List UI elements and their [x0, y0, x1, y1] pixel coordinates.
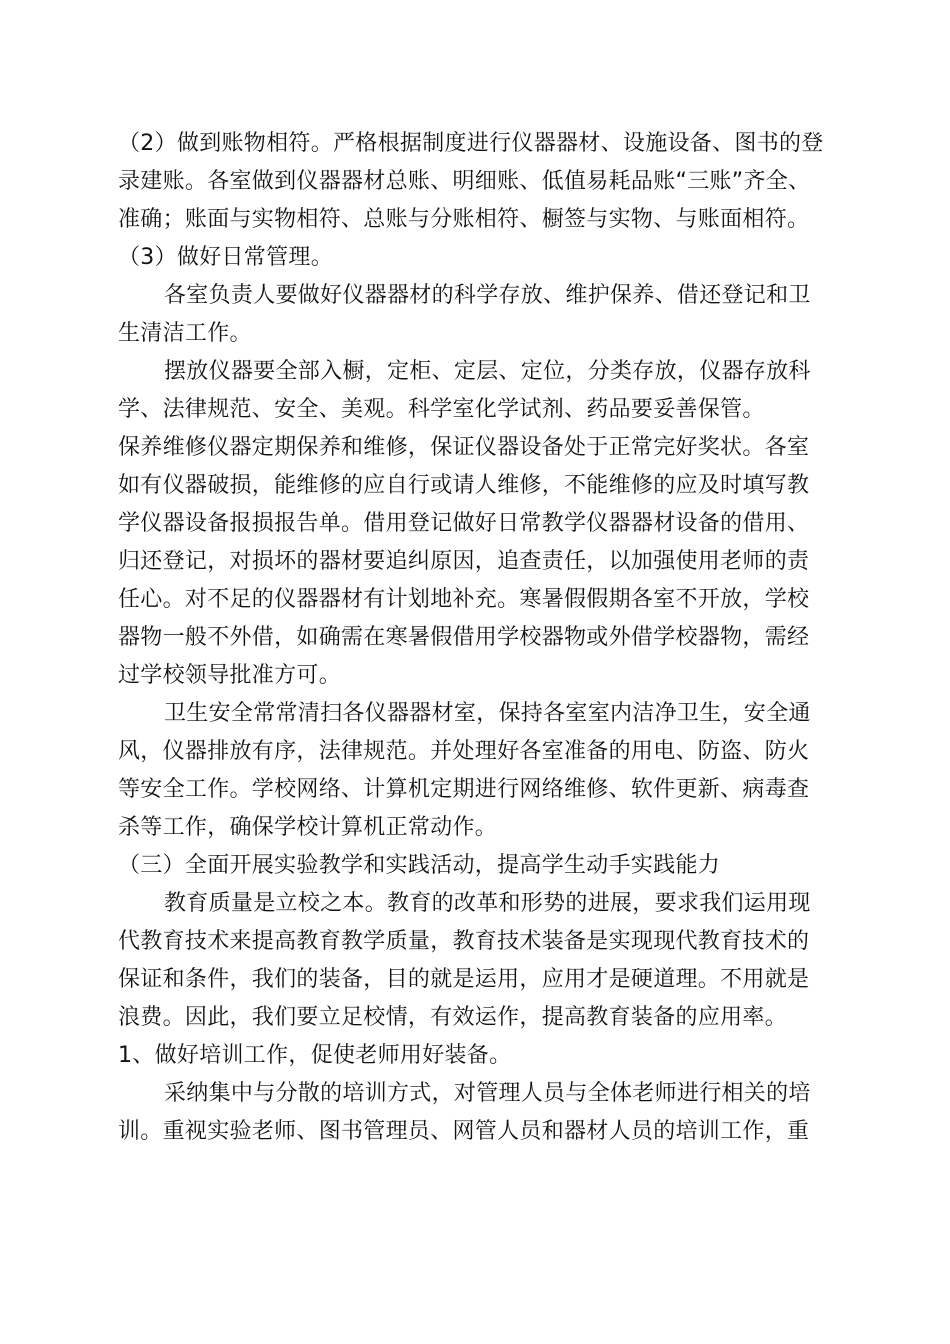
text-line: 训。重视实验老师、图书管理员、网管人员和器材人员的培训工作，重	[118, 1119, 810, 1144]
text-line: 各室负责人要做好仪器器材的科学存放、维护保养、借还登记和卫	[164, 283, 811, 308]
text-line: 学仪器设备报损报告单。借用登记做好日常教学仪器器材设备的借用、	[118, 511, 810, 536]
text-line: （三）全面开展实验教学和实践活动，提高学生动手实践能力	[118, 853, 721, 878]
text-line: 任心。对不足的仪器器材有计划地补充。寒暑假假期各室不开放，学校	[118, 587, 810, 612]
text-line: 录建账。各室做到仪器器材总账、明细账、低值易耗品账“三账”齐全、	[118, 169, 811, 194]
text-line: 代教育技术来提高教育教学质量，教育技术装备是实现现代教育技术的	[118, 929, 810, 954]
text-line: 教育质量是立校之本。教育的改革和形势的进展，要求我们运用现	[164, 891, 811, 916]
text-line: 保证和条件，我们的装备，目的就是运用，应用才是硬道理。不用就是	[118, 967, 810, 992]
text-line: 过学校领导批准方可。	[118, 663, 342, 688]
text-line: 学、法律规范、安全、美观。科学室化学试剂、药品要妥善保管。	[118, 397, 765, 422]
text-line: 生清洁工作。	[118, 321, 252, 346]
text-line: 如有仪器破损，能维修的应自行或请人维修，不能维修的应及时填写教	[118, 473, 810, 498]
text-line: 器物一般不外借，如确需在寒暑假借用学校器物或外借学校器物，需经	[118, 625, 810, 650]
text-line: 准确；账面与实物相符、总账与分账相符、橱签与实物、与账面相符。	[118, 207, 810, 232]
text-line: 浪费。因此，我们要立足校情，有效运作，提高教育装备的应用率。	[118, 1005, 788, 1030]
text-line: （2）做到账物相符。严格根据制度进行仪器器材、设施设备、图书的登	[118, 131, 824, 156]
text-line: 归还登记，对损坏的器材要追纠原因，追查责任，以加强使用老师的责	[118, 549, 810, 574]
text-line: 杀等工作，确保学校计算机正常动作。	[118, 815, 498, 840]
text-line: （3）做好日常管理。	[118, 245, 333, 270]
text-line: 卫生安全常常清扫各仪器器材室，保持各室室内洁净卫生，安全通	[164, 701, 811, 726]
text-line: 摆放仪器要全部入橱，定柜、定层、定位，分类存放，仪器存放科	[164, 359, 811, 384]
text-line: 采纳集中与分散的培训方式，对管理人员与全体老师进行相关的培	[164, 1081, 811, 1106]
text-line: 1、做好培训工作，促使老师用好装备。	[118, 1043, 512, 1068]
text-line: 风，仪器排放有序，法律规范。并处理好各室准备的用电、防盗、防火	[118, 739, 810, 764]
document-body	[118, 125, 830, 1151]
text-line: 保养维修仪器定期保养和维修，保证仪器设备处于正常完好奖状。各室	[118, 435, 810, 460]
text-line: 等安全工作。学校网络、计算机定期进行网络维修、软件更新、病毒查	[118, 777, 810, 802]
